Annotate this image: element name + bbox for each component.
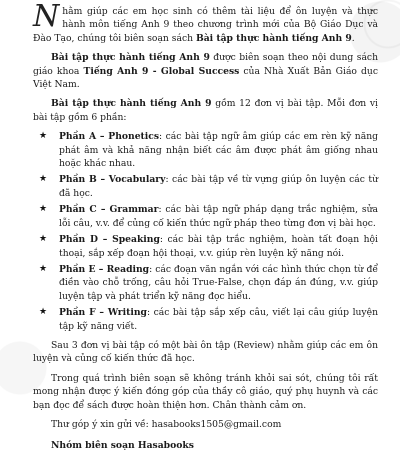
review-paragraph: Sau 3 đơn vị bài tập có một bài ôn tập (Review) nhằm giúp các em ôn luyện và củng cố kiến thức đã học. <box>33 339 378 365</box>
preface-content <box>33 0 378 459</box>
textbook-paragraph <box>33 51 378 91</box>
part-label: Phần C – Grammar <box>59 204 159 216</box>
star-bullet-icon: ★ <box>39 307 48 318</box>
list-item <box>33 263 378 303</box>
star-bullet-icon: ★ <box>39 174 48 185</box>
intro-book-title: Bài tập thực hành tiếng Anh 9 <box>195 32 352 44</box>
part-label: Phần A – Phonetics <box>59 131 160 143</box>
para3-rest: gồm 12 đơn vị bài tập. Mỗi đơn vị bài tập gồm 6 phần: <box>33 98 378 123</box>
para2-book-title: Bài tập thực hành tiếng Anh 9 <box>51 52 210 64</box>
part-label: Phần B – Vocabulary <box>59 174 166 186</box>
part-text: : các bài tập ngữ âm giúp các em rèn kỹ năng phát âm và khả năng nhận biết các âm được phát âm giống nhau hoặc khác nhau. <box>59 131 378 170</box>
star-bullet-icon: ★ <box>39 234 48 245</box>
list-item <box>33 233 378 260</box>
para2-mid: được biên soạn theo nội dung sách giáo khoa <box>33 52 378 77</box>
para2-end: của Nhà Xuất Bản Giáo dục Việt Nam. <box>33 65 378 91</box>
star-bullet-icon: ★ <box>39 204 48 215</box>
part-label: Phần E – Reading <box>59 263 150 275</box>
list-item <box>33 203 378 230</box>
drop-cap: N <box>33 0 60 34</box>
list-item <box>33 173 378 200</box>
feedback-paragraph: Trong quá trình biên soạn sẽ không tránh khỏi sai sót, chúng tôi rất mong nhận được ý kiến đóng góp của thầy cô giáo, quý phụ huynh và các bạn đọc để sách được hoàn thiện hơn. Chân thành cảm ơn. <box>33 372 378 411</box>
star-bullet-icon: ★ <box>39 263 48 274</box>
para3-book-title: Bài tập thực hành tiếng Anh 9 <box>51 98 212 110</box>
part-text: : các đoạn văn ngắn với các hình thức chọn từ để điền vào chỗ trống, câu hỏi True-False, chọn đáp án đúng, v.v. giúp luyện tập và phát triển kỹ năng đọc hiểu. <box>59 263 378 302</box>
star-bullet-icon: ★ <box>39 131 48 142</box>
part-text: : các bài tập ngữ pháp dạng trắc nghiệm, sửa lỗi câu, v.v. để củng cố kiến thức ngữ pháp theo từng đơn vị bài học. <box>59 204 378 229</box>
parts-list <box>33 130 378 333</box>
intro-paragraph <box>33 0 378 45</box>
list-item <box>33 306 378 333</box>
part-label: Phần D – Speaking <box>59 234 160 246</box>
part-text: : các bài tập sắp xếp câu, viết lại câu giúp luyện tập kỹ năng viết. <box>59 307 378 332</box>
structure-paragraph <box>33 97 378 124</box>
part-text: : các bài tập về từ vựng giúp ôn luyện các từ đã học. <box>59 174 378 199</box>
part-text: : các bài tập trắc nghiệm, hoàn tất đoạn hội thoại, sắp xếp đoạn hội thoại, v.v. giúp rèn luyện kỹ năng nói. <box>59 234 378 259</box>
para2-textbook: Tiếng Anh 9 - Global Success <box>83 65 240 77</box>
intro-text: hằm giúp các em học sinh có thêm tài liệu để ôn luyện và thực hành môn tiếng Anh 9 theo chương trình mới của Bộ Giáo Dục và Đào Tạo, chúng tôi biên soạn sách <box>33 6 378 44</box>
intro-end: . <box>351 32 355 44</box>
list-item <box>33 130 378 170</box>
contact-line: Thư góp ý xin gửi về: hasabooks1505@gmail.com <box>51 418 282 430</box>
signature <box>33 439 378 452</box>
part-label: Phần F – Writing <box>59 307 147 319</box>
signature-text: Nhóm biên soạn Hasabooks <box>51 440 194 452</box>
